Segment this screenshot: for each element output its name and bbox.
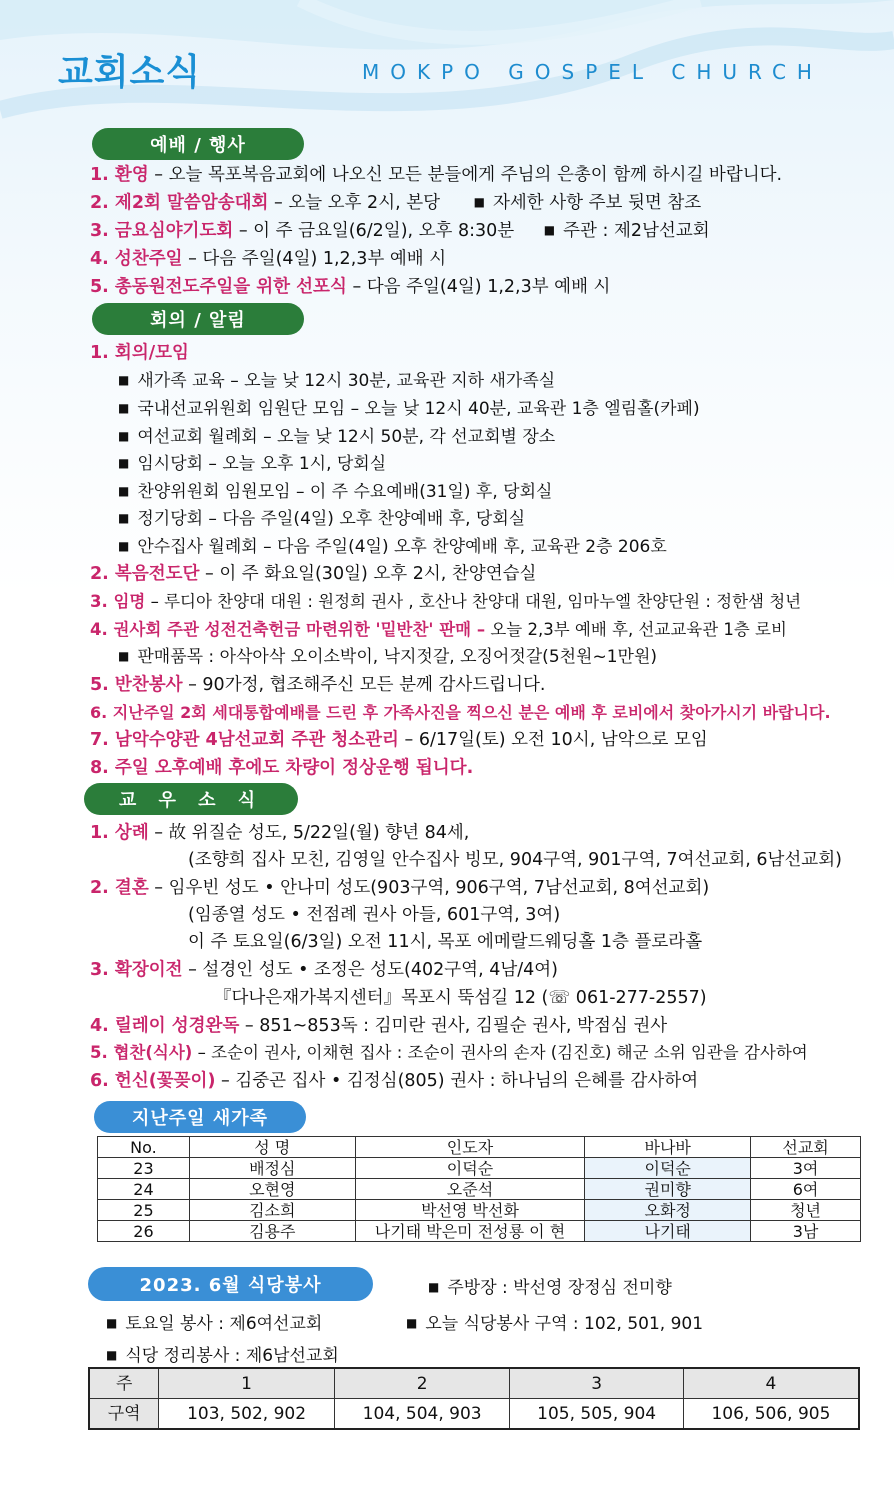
- kitchen-saturday: ■ 토요일 봉사 : 제6여선교회: [106, 1314, 323, 1334]
- column-header: 주: [89, 1368, 159, 1399]
- member-news-6: 6. 헌신(꽃꽂이) – 김중곤 집사 • 김정심(805) 권사 : 하나님의 은혜를 감사하여: [90, 1071, 699, 1091]
- meeting-sub-item: ■ 임시당회 – 오늘 오후 1시, 당회실: [118, 454, 387, 474]
- square-bullet-icon: ■: [118, 401, 130, 415]
- table-cell: 나기태 박은미 전성룡 이 현: [355, 1221, 585, 1242]
- newcomer-table: [97, 1136, 861, 1242]
- table-cell: 6여: [751, 1179, 861, 1200]
- table-row: [98, 1221, 861, 1242]
- square-bullet-icon: ■: [118, 456, 130, 470]
- section-kitchen-header: 2023. 6월 식당봉사: [88, 1267, 373, 1301]
- kitchen-cleanup: ■ 식당 정리봉사 : 제6남선교회: [106, 1346, 339, 1366]
- square-bullet-icon: ■: [428, 1280, 440, 1294]
- meeting-sub-item: ■ 여선교회 월례회 – 오늘 낮 12시 50분, 각 선교회별 장소: [118, 427, 556, 447]
- member-news-3: 3. 확장이전 – 설경인 성도 • 조정은 성도(402구역, 4남/4여): [90, 960, 559, 980]
- column-header: 1: [159, 1368, 335, 1399]
- table-cell: 김소희: [189, 1200, 355, 1221]
- table-cell: 103, 502, 902: [159, 1399, 335, 1430]
- table-cell: 배정심: [189, 1158, 355, 1179]
- member-news-2: 2. 결혼 – 임우빈 성도 • 안나미 성도(903구역, 906구역, 7남선교회, 8여선교회): [90, 878, 710, 898]
- square-bullet-icon: ■: [118, 429, 130, 443]
- column-header: 2: [334, 1368, 510, 1399]
- table-cell: 106, 506, 905: [683, 1399, 859, 1430]
- column-header: 선교회: [751, 1137, 861, 1158]
- table-cell: 권미향: [585, 1179, 751, 1200]
- square-bullet-icon: ■: [118, 484, 130, 498]
- member-news-1-detail: (조향희 집사 모친, 김영일 안수집사 빙모, 904구역, 901구역, 7여선교회, 6남선교회): [188, 850, 842, 870]
- column-header: 3: [510, 1368, 684, 1399]
- worship-item-3: 3. 금요심야기도회 – 이 주 금요일(6/2일), 오후 8:30분 ■ 주관 : 제2남선교회: [90, 221, 710, 241]
- table-cell: 105, 505, 904: [510, 1399, 684, 1430]
- table-cell: 이덕순: [355, 1158, 585, 1179]
- page-title: 교회소식: [58, 52, 202, 93]
- table-cell: 25: [98, 1200, 190, 1221]
- worship-item-2: 2. 제2회 말씀암송대회 – 오늘 오후 2시, 본당 ■ 자세한 사항 주보 뒷면 참조: [90, 193, 702, 213]
- meeting-item-4: 4. 권사회 주관 성전건축헌금 마련위한 '밑반찬' 판매 – 오늘 2,3부 예배 후, 선교교육관 1층 로비: [90, 620, 787, 639]
- worship-item-4: 4. 성찬주일 – 다음 주일(4일) 1,2,3부 예배 시: [90, 249, 447, 269]
- table-cell: 오준석: [355, 1179, 585, 1200]
- member-news-2-detail: 이 주 토요일(6/3일) 오전 11시, 목포 에메랄드웨딩홀 1층 플로라홀: [188, 932, 703, 952]
- column-header: 성 명: [189, 1137, 355, 1158]
- column-header: No.: [98, 1137, 190, 1158]
- member-news-1: 1. 상례 – 故 위질순 성도, 5/22일(월) 향년 84세,: [90, 823, 470, 843]
- worship-item-1: 1. 환영 – 오늘 목포복음교회에 나오신 모든 분들에게 주님의 은총이 함께 하시길 바랍니다.: [90, 165, 783, 185]
- table-cell: 오화정: [585, 1200, 751, 1221]
- table-header-row: [98, 1137, 861, 1158]
- table-cell: 104, 504, 903: [334, 1399, 510, 1430]
- worship-item-5: 5. 총동원전도주일을 위한 선포식 – 다음 주일(4일) 1,2,3부 예배 시: [90, 277, 611, 297]
- square-bullet-icon: ■: [406, 1316, 418, 1330]
- meeting-item-3: 3. 임명 – 루디아 찬양대 대원 : 원정희 권사 , 호산나 찬양대 대원, 임마누엘 찬양단원 : 정한샘 청년: [90, 592, 802, 611]
- square-bullet-icon: ■: [106, 1316, 118, 1330]
- table-header-row: [89, 1368, 859, 1399]
- meeting-item-8: 8. 주일 오후예배 후에도 차량이 정상운행 됩니다.: [90, 758, 474, 778]
- kitchen-table: [88, 1367, 860, 1430]
- member-news-3-detail: 『다나은재가복지센터』목포시 뚝섬길 12 (☏ 061-277-2557): [214, 988, 707, 1008]
- member-news-4: 4. 릴레이 성경완독 – 851~853독 : 김미란 권사, 김필순 권사, 박점심 권사: [90, 1016, 668, 1036]
- meeting-sub-item: ■ 안수집사 월례회 – 다음 주일(4일) 오후 찬양예배 후, 교육관 2층 206호: [118, 537, 667, 557]
- table-row: [98, 1158, 861, 1179]
- square-bullet-icon: ■: [118, 373, 130, 387]
- meeting-item-2: 2. 복음전도단 – 이 주 화요일(30일) 오후 2시, 찬양연습실: [90, 564, 537, 584]
- meeting-sub-item: ■ 판매품목 : 아삭아삭 오이소박이, 낙지젓갈, 오징어젓갈(5천원~1만원): [118, 647, 658, 667]
- square-bullet-icon: ■: [543, 223, 556, 237]
- page-subtitle: MOKPO GOSPEL CHURCH: [362, 60, 823, 84]
- square-bullet-icon: ■: [118, 539, 130, 553]
- table-cell: 이덕순: [585, 1158, 751, 1179]
- meeting-sub-item: ■ 국내선교위원회 임원단 모임 – 오늘 낮 12시 40분, 교육관 1층 엘림홀(카페): [118, 399, 700, 419]
- column-header: 인도자: [355, 1137, 585, 1158]
- kitchen-today: ■ 오늘 식당봉사 구역 : 102, 501, 901: [406, 1314, 704, 1334]
- table-cell: 박선영 박선화: [355, 1200, 585, 1221]
- section-members-header: 교 우 소 식: [84, 783, 298, 815]
- kitchen-chef: ■ 주방장 : 박선영 장정심 전미향: [428, 1278, 672, 1298]
- meeting-item-7: 7. 남악수양관 4남선교회 주관 청소관리 – 6/17일(토) 오전 10시, 남악으로 모임: [90, 730, 708, 750]
- meeting-item-6: 6. 지난주일 2회 세대통합예배를 드린 후 가족사진을 찍으신 분은 예배 후 로비에서 찾아가시기 바랍니다.: [90, 703, 831, 722]
- table-cell: 김용주: [189, 1221, 355, 1242]
- table-cell: 오현영: [189, 1179, 355, 1200]
- square-bullet-icon: ■: [118, 511, 130, 525]
- table-row: [98, 1179, 861, 1200]
- table-row: [98, 1200, 861, 1221]
- meeting-sub-item: ■ 찬양위원회 임원모임 – 이 주 수요예배(31일) 후, 당회실: [118, 482, 553, 502]
- column-header: 바나바: [585, 1137, 751, 1158]
- table-cell: 3남: [751, 1221, 861, 1242]
- table-cell: 26: [98, 1221, 190, 1242]
- section-newcomers-header: 지난주일 새가족: [94, 1101, 306, 1133]
- table-cell: 24: [98, 1179, 190, 1200]
- meeting-item-5: 5. 반찬봉사 – 90가정, 협조해주신 모든 분께 감사드립니다.: [90, 675, 546, 695]
- table-cell: 청년: [751, 1200, 861, 1221]
- meeting-sub-item: ■ 정기당회 – 다음 주일(4일) 오후 찬양예배 후, 당회실: [118, 509, 526, 529]
- member-news-5: 5. 협찬(식사) – 조순이 권사, 이채현 집사 : 조순이 권사의 손자 (김진호) 해군 소위 임관을 감사하여: [90, 1043, 808, 1062]
- column-header: 4: [683, 1368, 859, 1399]
- table-row: [89, 1399, 859, 1430]
- section-meeting-header: 회의 / 알림: [92, 303, 304, 335]
- table-cell: 구역: [89, 1399, 159, 1430]
- square-bullet-icon: ■: [118, 649, 130, 663]
- member-news-2-detail: (임종열 성도 • 전점례 권사 아들, 601구역, 3여): [188, 905, 561, 925]
- table-cell: 나기태: [585, 1221, 751, 1242]
- meeting-item-1: 1. 회의/모임: [90, 343, 189, 363]
- square-bullet-icon: ■: [473, 195, 485, 209]
- table-cell: 3여: [751, 1158, 861, 1179]
- table-cell: 23: [98, 1158, 190, 1179]
- meeting-sub-item: ■ 새가족 교육 – 오늘 낮 12시 30분, 교육관 지하 새가족실: [118, 371, 556, 391]
- square-bullet-icon: ■: [106, 1348, 118, 1362]
- section-worship-header: 예배 / 행사: [92, 128, 304, 160]
